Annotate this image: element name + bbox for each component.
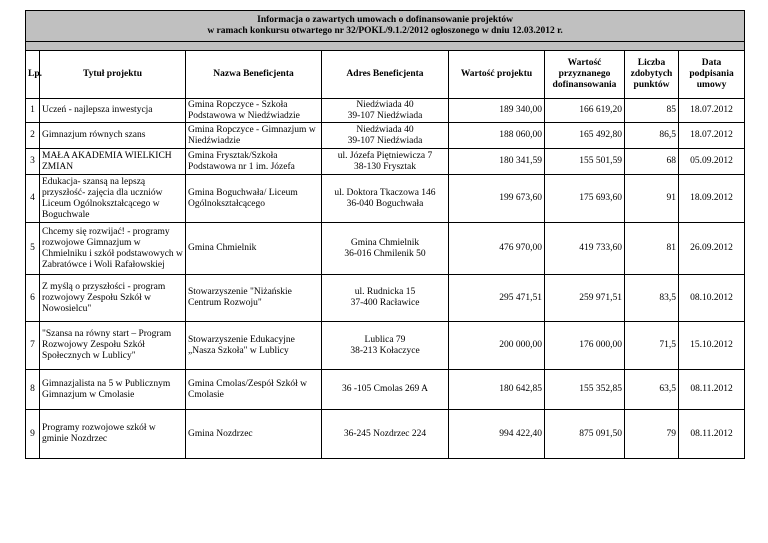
table-row [26,410,745,459]
cell-beneficjent: Gmina Frysztak/Szkoła Podstawowa nr 1 im. Józefa [186,149,322,175]
cell-wartosc: 189 340,00 [449,99,545,123]
cell-data: 08.11.2012 [679,410,745,459]
cell-beneficjent: Gmina Ropczyce - Szkoła Podstawowa w Niedźwiadzie [186,99,322,123]
cell-adres: Niedźwiada 40 39-107 Niedźwiada [322,99,449,123]
col-przyznana: Wartość przyznanego dofinansowania [545,51,625,99]
cell-punkty: 68 [625,149,679,175]
cell-przyznana: 165 492,80 [545,123,625,149]
cell-tytul: "Szansa na równy start – Program Rozwojowy Zespołu Szkół Społecznych w Lublicy" [40,322,186,370]
cell-wartosc: 188 060,00 [449,123,545,149]
cell-beneficjent: Stowarzyszenie Edukacyjne „Nasza Szkoła" w Lublicy [186,322,322,370]
cell-punkty: 71,5 [625,322,679,370]
page-title [26,11,745,42]
cell-wartosc: 200 000,00 [449,322,545,370]
cell-wartosc: 180 341,59 [449,149,545,175]
header-spacer [26,42,745,51]
table-row [26,123,745,149]
cell-tytul: Chcemy się rozwijać! - programy rozwojowe Gimnazjum w Chmielniku i szkół podstawowych w Zabratówce i Woli Rafałowskiej [40,223,186,275]
cell-punkty: 79 [625,410,679,459]
cell-przyznana: 175 693,60 [545,175,625,223]
cell-beneficjent: Stowarzyszenie "Niżańskie Centrum Rozwoju" [186,275,322,322]
cell-tytul: MAŁA AKADEMIA WIELKICH ZMIAN [40,149,186,175]
table-row [26,175,745,223]
contracts-table [25,10,745,459]
title-line-2: w ramach konkursu otwartego nr 32/POKL/9.1.2/2012 ogłoszonego w dniu 12.03.2012 r. [207,26,563,36]
cell-data: 18.07.2012 [679,123,745,149]
cell-tytul: Gimnazjum równych szans [40,123,186,149]
cell-lp: 5 [26,223,40,275]
cell-wartosc: 994 422,40 [449,410,545,459]
cell-tytul: Edukacja- szansą na lepszą przyszłość- zajęcia dla uczniów Liceum Ogólnokształcącego w Boguchwale [40,175,186,223]
title-line-1: Informacja o zawartych umowach o dofinansowanie projektów [257,15,513,25]
col-data: Data podpisania umowy [679,51,745,99]
cell-tytul: Uczeń - najlepsza inwestycja [40,99,186,123]
cell-lp: 7 [26,322,40,370]
cell-adres: Lublica 79 38-213 Kołaczyce [322,322,449,370]
cell-adres: ul. Doktora Tkaczowa 146 36-040 Boguchwała [322,175,449,223]
table-row [26,370,745,410]
cell-wartosc: 295 471,51 [449,275,545,322]
cell-data: 08.10.2012 [679,275,745,322]
table-header [26,11,745,42]
table-row [26,275,745,322]
cell-punkty: 85 [625,99,679,123]
cell-tytul: Gimnazjalista na 5 w Publicznym Gimnazjum w Cmolasie [40,370,186,410]
cell-lp: 8 [26,370,40,410]
cell-przyznana: 875 091,50 [545,410,625,459]
cell-data: 15.10.2012 [679,322,745,370]
cell-beneficjent: Gmina Cmolas/Zespół Szkół w Cmolasie [186,370,322,410]
cell-punkty: 91 [625,175,679,223]
cell-data: 08.11.2012 [679,370,745,410]
cell-punkty: 63,5 [625,370,679,410]
cell-adres: 36 -105 Cmolas 269 A [322,370,449,410]
cell-punkty: 83,5 [625,275,679,322]
cell-data: 18.07.2012 [679,99,745,123]
cell-przyznana: 155 352,85 [545,370,625,410]
cell-przyznana: 155 501,59 [545,149,625,175]
cell-przyznana: 176 000,00 [545,322,625,370]
table-row [26,223,745,275]
cell-beneficjent: Gmina Chmielnik [186,223,322,275]
cell-punkty: 81 [625,223,679,275]
cell-beneficjent: Gmina Boguchwała/ Liceum Ogólnokształcącego [186,175,322,223]
col-tytul: Tytuł projektu [40,51,186,99]
cell-data: 26.09.2012 [679,223,745,275]
cell-data: 18.09.2012 [679,175,745,223]
cell-lp: 1 [26,99,40,123]
cell-adres: ul. Rudnicka 15 37-400 Racławice [322,275,449,322]
table-row [26,149,745,175]
cell-adres: Niedźwiada 40 39-107 Niedźwiada [322,123,449,149]
cell-adres: ul. Józefa Piętniewicza 7 38-130 Frysztak [322,149,449,175]
cell-adres: 36-245 Nozdrzec 224 [322,410,449,459]
cell-adres: Gmina Chmielnik 36-016 Chmilenik 50 [322,223,449,275]
cell-punkty: 86,5 [625,123,679,149]
cell-wartosc: 199 673,60 [449,175,545,223]
table-row [26,99,745,123]
cell-beneficjent: Gmina Ropczyce - Gimnazjum w Niedźwiadzie [186,123,322,149]
table-row [26,322,745,370]
cell-lp: 9 [26,410,40,459]
cell-lp: 4 [26,175,40,223]
col-adres: Adres Beneficjenta [322,51,449,99]
cell-tytul: Programy rozwojowe szkół w gminie Nozdrzec [40,410,186,459]
col-lp: Lp. [26,51,40,99]
table-body [26,99,745,459]
col-wartosc: Wartość projektu [449,51,545,99]
cell-tytul: Z myślą o przyszłości - program rozwojowy Zespołu Szkół w Nowosielcu" [40,275,186,322]
cell-przyznana: 259 971,51 [545,275,625,322]
cell-lp: 2 [26,123,40,149]
column-headers [26,51,745,99]
col-beneficjent: Nazwa Beneficjenta [186,51,322,99]
cell-beneficjent: Gmina Nozdrzec [186,410,322,459]
cell-data: 05.09.2012 [679,149,745,175]
cell-lp: 6 [26,275,40,322]
cell-wartosc: 476 970,00 [449,223,545,275]
col-punkty: Liczba zdobytych punktów [625,51,679,99]
cell-przyznana: 166 619,20 [545,99,625,123]
cell-wartosc: 180 642,85 [449,370,545,410]
cell-przyznana: 419 733,60 [545,223,625,275]
cell-lp: 3 [26,149,40,175]
